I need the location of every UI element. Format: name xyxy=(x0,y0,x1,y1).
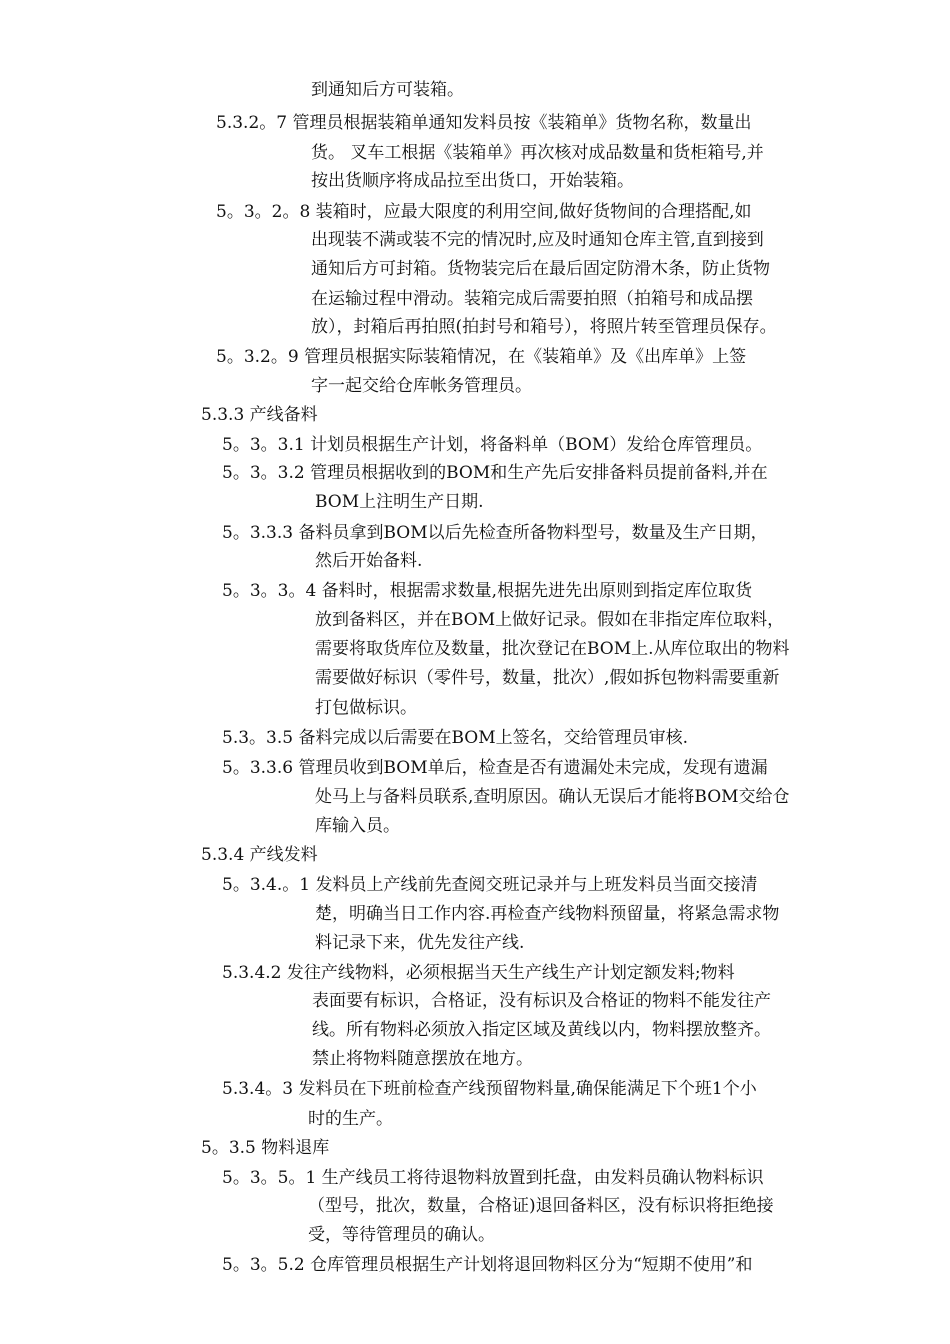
text-line: 5.3.4。3 发料员在下班前检查产线预留物料量,确保能满足下个班1个小 xyxy=(222,1079,757,1099)
text-line: 5。3.2。9 管理员根据实际装箱情况，在《装箱单》及《出库单》上签 xyxy=(216,347,747,367)
text-line: 楚，明确当日工作内容.再检查产线物料预留量，将紧急需求物 xyxy=(315,904,780,924)
text-line: 放），封箱后再拍照(拍封号和箱号），将照片转至管理员保存。 xyxy=(311,317,777,337)
text-line: 5。3。3。4 备料时，根据需求数量,根据先进先出原则到指定库位取货 xyxy=(222,581,753,601)
text-line: 5.3。3.5 备料完成以后需要在BOM上签名，交给管理员审核. xyxy=(222,728,689,748)
text-line: 按出货顺序将成品拉至出货口，开始装箱。 xyxy=(311,171,634,191)
text-line: 到通知后方可装箱。 xyxy=(311,80,464,100)
text-line: 5。3.3.6 管理员收到BOM单后，检查是否有遗漏处未完成，发现有遗漏 xyxy=(222,758,768,778)
text-line: 在运输过程中滑动。装箱完成后需要拍照（拍箱号和成品摆 xyxy=(311,289,753,309)
text-line: 5。3。5.2 仓库管理员根据生产计划将退回物料区分为“短期不使用”和 xyxy=(222,1255,753,1275)
text-line: 字一起交给仓库帐务管理员。 xyxy=(311,376,532,396)
text-line: 线。所有物料必须放入指定区域及黄线以内，物料摆放整齐。 xyxy=(312,1020,771,1040)
text-line: 通知后方可封箱。货物装完后在最后固定防滑木条，防止货物 xyxy=(311,259,770,279)
text-line: 5。3。2。8 装箱时，应最大限度的利用空间,做好货物间的合理搭配,如 xyxy=(216,202,752,222)
text-line: 需要做好标识（零件号，数量，批次）,假如拆包物料需要重新 xyxy=(315,668,780,688)
text-line: 货。 叉车工根据《装箱单》再次核对成品数量和货柜箱号,并 xyxy=(311,143,764,163)
text-line: 时的生产。 xyxy=(308,1109,393,1129)
text-line: 5。3。3.1 计划员根据生产计划，将备料单（BOM）发给仓库管理员。 xyxy=(222,435,763,455)
text-line: （型号，批次，数量，合格证)退回备料区，没有标识将拒绝接 xyxy=(308,1196,774,1216)
text-line: 5。3。5。1 生产线员工将待退物料放置到托盘，由发料员确认物料标识 xyxy=(222,1168,764,1188)
text-line: 表面要有标识，合格证，没有标识及合格证的物料不能发往产 xyxy=(312,991,771,1011)
text-line: 库输入员。 xyxy=(315,816,400,836)
text-line: 然后开始备料. xyxy=(315,551,423,571)
text-line: 放到备料区，并在BOM上做好记录。假如在非指定库位取料， xyxy=(315,610,785,630)
section-heading: 5.3.3 产线备料 xyxy=(201,405,318,425)
text-line: 出现装不满或装不完的情况时,应及时通知仓库主管,直到接到 xyxy=(311,230,764,250)
text-line: 需要将取货库位及数量，批次登记在BOM上.从库位取出的物料 xyxy=(315,639,790,659)
text-line: 受，等待管理员的确认。 xyxy=(308,1225,495,1245)
section-heading: 5.3.4 产线发料 xyxy=(201,845,318,865)
text-line: 5。3.3.3 备料员拿到BOM以后先检查所备物料型号，数量及生产日期， xyxy=(222,523,768,543)
text-line: 5。3。3.2 管理员根据收到的BOM和生产先后安排备料员提前备料,并在 xyxy=(222,463,768,483)
section-heading: 5。3.5 物料退库 xyxy=(201,1138,330,1158)
text-line: 5.3.2。7 管理员根据装箱单通知发料员按《装箱单》货物名称，数量出 xyxy=(216,113,752,133)
text-line: BOM上注明生产日期. xyxy=(315,492,484,512)
text-line: 禁止将物料随意摆放在地方。 xyxy=(312,1049,533,1069)
text-line: 5。3.4.。1 发料员上产线前先查阅交班记录并与上班发料员当面交接清 xyxy=(222,875,758,895)
text-line: 处马上与备料员联系,查明原因。确认无误后才能将BOM交给仓 xyxy=(315,787,790,807)
text-line: 5.3.4.2 发往产线物料，必须根据当天生产线生产计划定额发料;物料 xyxy=(222,963,735,983)
text-line: 料记录下来，优先发往产线. xyxy=(315,933,525,953)
text-line: 打包做标识。 xyxy=(315,698,417,718)
